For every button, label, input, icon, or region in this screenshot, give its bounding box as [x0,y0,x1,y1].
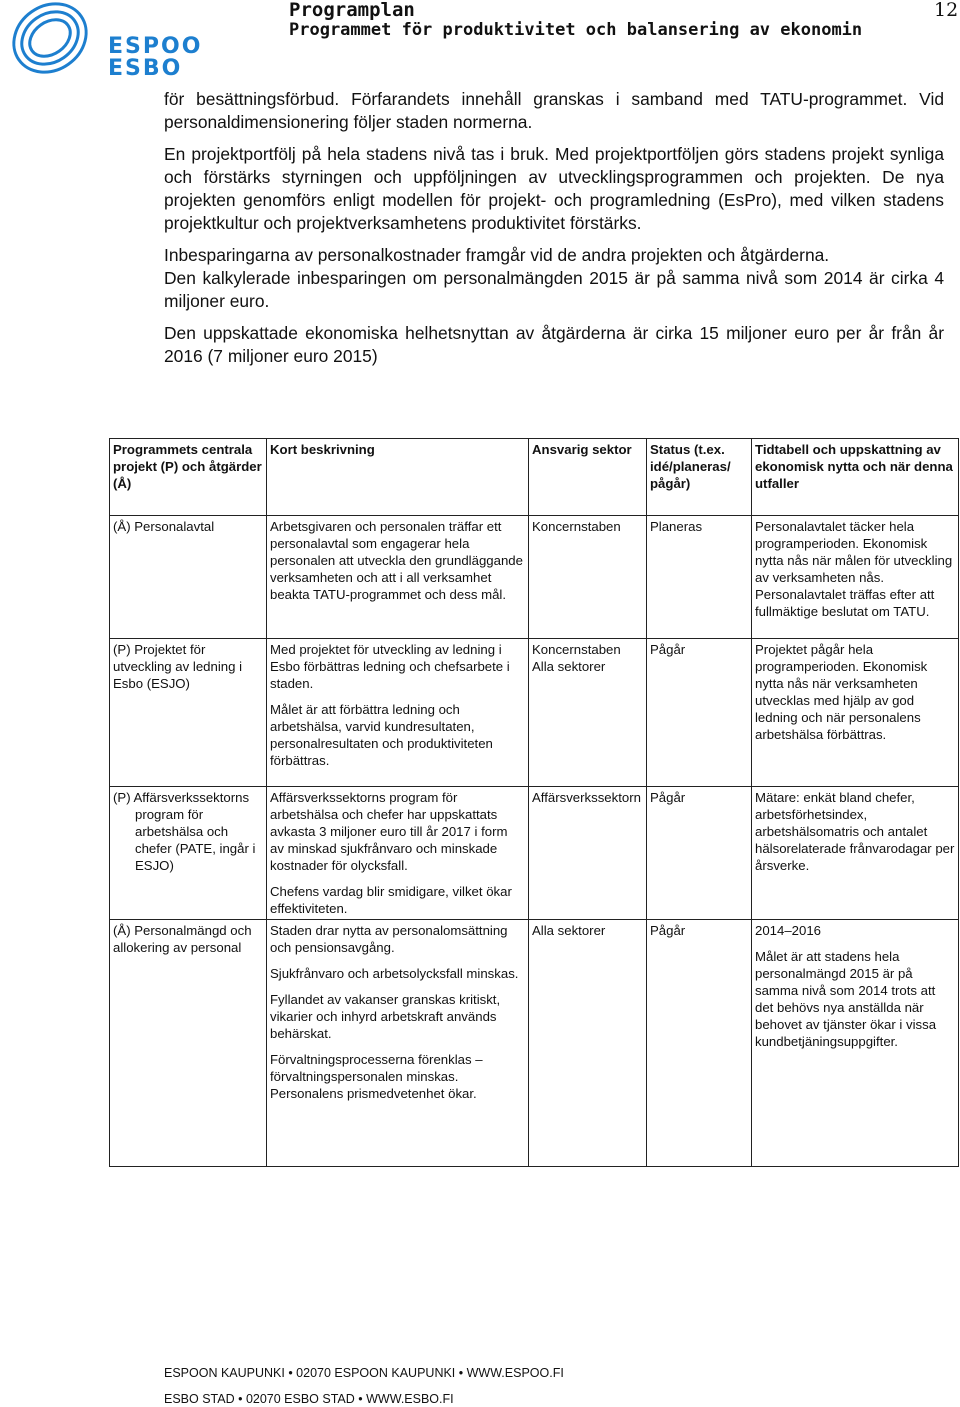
logo-line-2: ESBO [108,56,183,81]
project-cell [110,516,267,639]
project-name: (P) Affärsverkssektorns program för arbetshälsa och chefer (PATE, ingår i ESJO) [113,790,256,873]
table-row [110,920,959,1167]
paragraph: för besättningsförbud. Förfarandets innehåll granskas i samband med TATU-programmet. Vid personaldimensionering följer staden normerna. [164,89,944,132]
sector-cell [529,787,647,920]
status-text: Pågår [650,923,686,938]
timeline-text: Projektet pågår hela programperioden. Ekonomisk nytta nås när verksamheten utvecklas med hjälp av god ledning och när personalens arbetshälsa förbättras. [755,642,928,742]
status-text: Pågår [650,790,686,805]
timeline-text: 2014–2016 [755,923,822,938]
body-text [164,88,944,377]
table-header-row [110,439,959,516]
description-text: Chefens vardag blir smidigare, vilket ökar effektiviteten. [270,884,512,916]
status-cell [647,787,752,920]
description-cell [267,920,529,1167]
project-cell [110,920,267,1167]
table-row [110,787,959,920]
paragraph: Den uppskattade ekonomiska helhetsnyttan av åtgärderna är cirka 15 miljoner euro per år från år 2016 (7 miljoner euro 2015) [164,323,944,366]
paragraph: Inbesparingarna av personalkostnader framgår vid de andra projekten och åtgärderna. [164,245,830,265]
logo-text [108,36,202,80]
description-text: Arbetsgivaren och personalen träffar ett personalavtal som engagerar hela personalen att utveckla den grundläggande verksamheten och att i all verksamhet beakta TATU-programmet och dess mål. [270,519,523,602]
sector-text: Koncernstaben [532,519,621,534]
sector-cell [529,639,647,787]
description-cell [267,639,529,787]
sector-text: Alla sektorer [532,923,606,938]
description-text: Med projektet för utveckling av ledning i Esbo förbättras ledning och chefsarbete i staden. [270,642,510,691]
document-subtitle: Programmet för produktivitet och balansering av ekonomin [289,20,863,40]
logo-line-1: ESPOO [108,34,203,59]
timeline-cell [752,787,959,920]
project-cell [110,639,267,787]
sector-text: Affärsverkssektorn [532,790,641,805]
description-text: Fyllandet av vakanser granskas kritiskt, vikarier och inhyrd arbetskraft används behärskat. [270,992,501,1041]
footer-line-swedish: ESBO STAD • 02070 ESBO STAD • WWW.ESBO.FI [164,1392,454,1406]
timeline-text: Mätare: enkät bland chefer, arbetsförhetsindex, arbetshälsomatris och antalet hälsorelaterade frånvarodagar per årsverke. [755,790,955,873]
project-name: (Å) Personalmängd och allokering av personal [113,923,252,955]
sector-cell [529,516,647,639]
sector-text: Alla sektorer [532,659,606,674]
sector-cell [529,920,647,1167]
projects-table [109,438,959,1167]
table-row [110,639,959,787]
status-cell [647,639,752,787]
status-cell [647,920,752,1167]
timeline-text: Personalavtalet täcker hela programperioden. Ekonomisk nytta nås när målen för utveckling av verksamheten nås. Personalavtalet träffas efter att fullmäktige beslutat om TATU. [755,519,953,619]
description-text: Affärsverkssektorns program för arbetshälsa och chefer har uppskattats avkasta 3 miljoner euro till år 2017 i form av minskad sjukfrånvaro och minskade kostnader för olycksfall. [270,790,508,873]
column-header: Ansvarig sektor [529,439,647,516]
description-cell [267,516,529,639]
project-name: (P) Projektet för utveckling av ledning i Esbo (ESJO) [113,642,243,691]
description-text: Sjukfrånvaro och arbetsolycksfall minskas. [270,966,519,981]
paragraph: Den kalkylerade inbesparingen om personalmängden 2015 är på samma nivå som 2014 är cirka 4 miljoner euro. [164,268,944,311]
status-cell [647,516,752,639]
timeline-cell [752,920,959,1167]
column-header: Status (t.ex. idé/planeras/ pågår) [647,439,752,516]
description-text: Målet är att förbättra ledning och arbetshälsa, varvid kundresultaten, personalresultaten och produktiviteten förbättras. [270,702,493,768]
timeline-cell [752,639,959,787]
paragraph: En projektportfölj på hela stadens nivå tas i bruk. Med projektportföljen görs stadens projekt synliga och förstärks styrningen och uppföljningen av utvecklingsprogrammen och projekten. De nya projekten genomförs enligt modellen för projekt- och programledning (EsPro), med vilken stadens projektkultur och projektverksamhetens produktivitet förstärks. [164,144,944,233]
project-cell [110,787,267,920]
timeline-text: Målet är att stadens hela personalmängd 2015 är på samma nivå som 2014 trots att det behövs nya anställda när behovet av tjänster ökar i vissa kundbetjäningsuppgifter. [755,949,937,1049]
status-text: Pågår [650,642,686,657]
footer-line-finnish: ESPOON KAUPUNKI • 02070 ESPOON KAUPUNKI • WWW.ESPOO.FI [164,1366,564,1380]
description-text: Förvaltningsprocesserna förenklas – förvaltningspersonalen minskas. Personalens prismedvetenhet ökar. [270,1052,483,1101]
status-text: Planeras [650,519,703,534]
sector-text: Koncernstaben [532,642,621,657]
page-number: 12 [934,0,959,21]
description-text: Staden drar nytta av personalomsättning och pensionsavgång. [270,923,508,955]
column-header: Programmets centrala projekt (P) och åtgärder (Å) [110,439,267,516]
project-name: (Å) Personalavtal [113,519,215,534]
table-row [110,516,959,639]
column-header: Tidtabell och uppskattning av ekonomisk nytta och när denna utfaller [752,439,959,516]
column-header: Kort beskrivning [267,439,529,516]
timeline-cell [752,516,959,639]
document-title: Programplan [289,0,415,21]
description-cell [267,787,529,920]
